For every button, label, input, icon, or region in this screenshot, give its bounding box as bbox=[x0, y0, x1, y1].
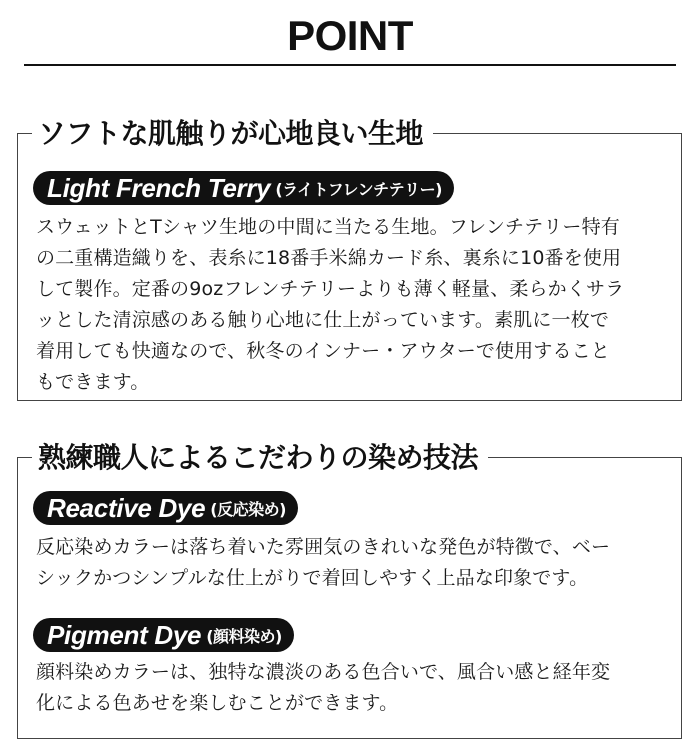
reactive-dye-label-pill bbox=[33, 491, 298, 525]
reactive-dye-name-ja: (反応染め) bbox=[210, 499, 286, 519]
section-heading: ソフトな肌触りが心地良い生地 bbox=[32, 112, 433, 152]
reactive-dye-description: 反応染めカラーは落ち着いた雰囲気のきれいな発色が特徴で、ベー シックかつシンプルな仕上がりで着回しやすく上品な印象です。 bbox=[36, 536, 611, 589]
section-heading: 熟練職人によるこだわりの染め技法 bbox=[32, 436, 488, 476]
section-fabric bbox=[17, 117, 682, 401]
pigment-dye-name-ja: (顔料染め) bbox=[206, 626, 282, 646]
header bbox=[0, 0, 700, 70]
title-divider bbox=[24, 64, 676, 66]
reactive-dye-name: Reactive Dye bbox=[47, 492, 206, 523]
fabric-label-pill bbox=[33, 171, 454, 205]
fabric-name: Light French Terry bbox=[47, 172, 271, 203]
fabric-description: スウェットとTシャツ生地の中間に当たる生地。フレンチテリー特有 の二重構造織りを、表糸に18番手米綿カード糸、裏糸に10番を使用 して製作。定番の9ozフレンチテリーよりも薄く軽量、柔らかくサラ ッとした清涼感のある触り心地に仕上がっています。素肌に一枚で 着用しても快適なので、秋冬のインナー・アウターで使用すること もできます。 bbox=[36, 216, 625, 393]
page-title: POINT bbox=[287, 12, 413, 59]
pigment-dye-name: Pigment Dye bbox=[47, 619, 202, 650]
pigment-dye-description: 顔料染めカラーは、独特な濃淡のある色合いで、風合い感と経年変 化による色あせを楽しむことができます。 bbox=[36, 661, 611, 714]
section-dye bbox=[17, 441, 682, 739]
fabric-name-ja: (ライトフレンチテリー) bbox=[275, 179, 442, 199]
pigment-dye-label-pill bbox=[33, 618, 294, 652]
